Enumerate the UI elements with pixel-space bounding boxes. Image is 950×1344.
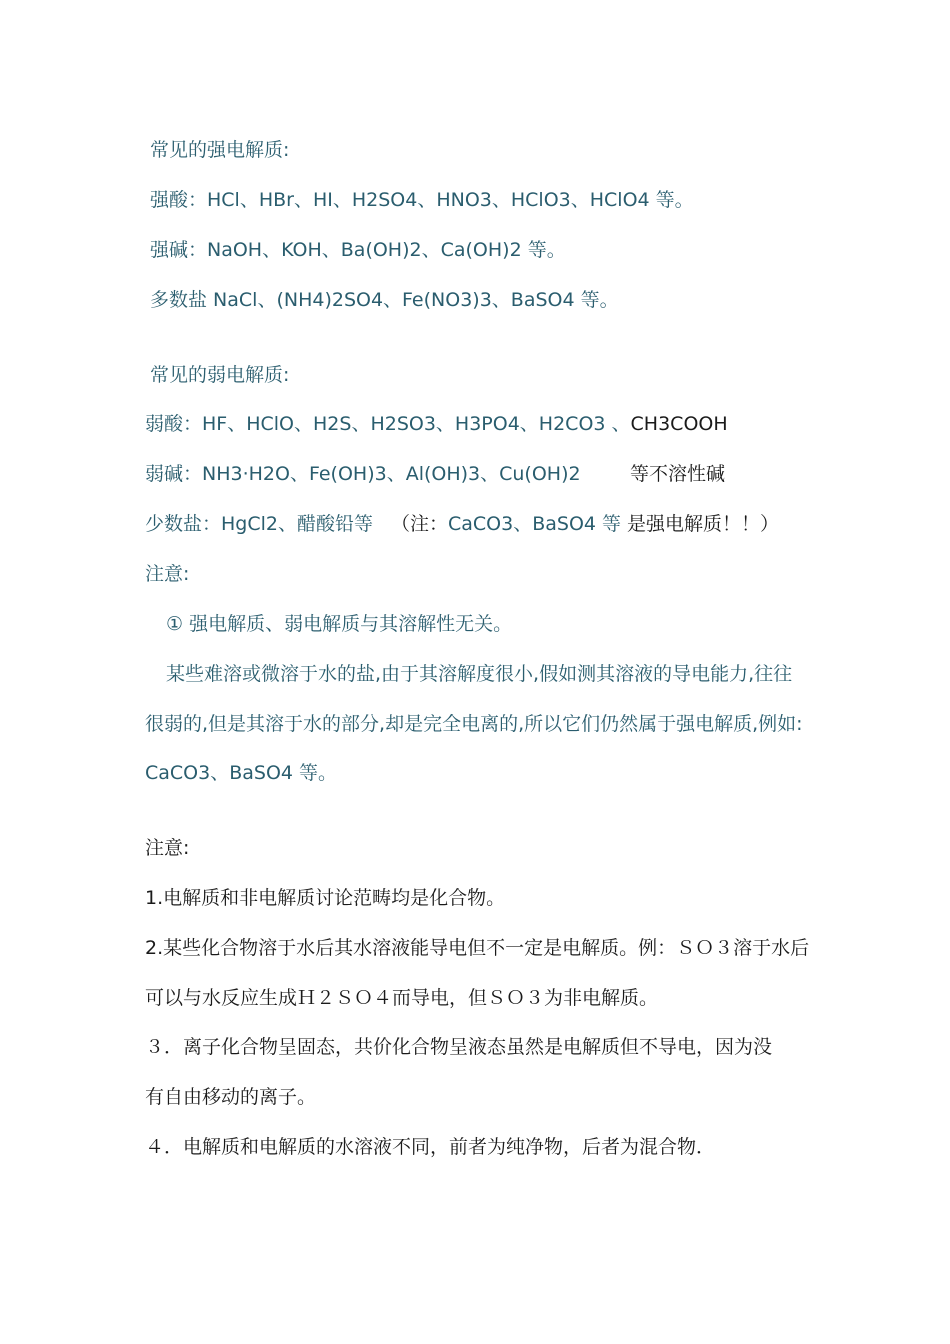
weak-electrolyte-heading: 常见的弱电解质:: [150, 364, 290, 386]
note2-heading: 注意:: [145, 837, 190, 859]
note2-item2-line2: 可以与水反应生成Ｈ２ＳＯ４而导电，但ＳＯ３为非电解质。: [145, 987, 659, 1009]
note2-item3-line2: 有自由移动的离子。: [145, 1086, 317, 1108]
note2-item4: ４．电解质和电解质的水溶液不同，前者为纯净物，后者为混合物．: [145, 1136, 716, 1158]
strong-salt-line: 多数盐 NaCl、(NH4)2SO4、Fe(NO3)3、BaSO4 等。: [150, 289, 619, 311]
strong-electrolyte-heading: 常见的强电解质:: [150, 139, 290, 161]
weak-salt-line: [145, 512, 779, 536]
weak-salt-note-close: 是强电解质！！）: [627, 513, 780, 535]
note1-point: ① 强电解质、弱电解质与其溶解性无关。: [166, 613, 513, 635]
weak-salt-note-open: （注：: [390, 513, 448, 535]
note1-paragraph-line2: 很弱的,但是其溶于水的部分,却是完全电离的,所以它们仍然属于强电解质,例如:: [145, 713, 803, 735]
strong-base-line: 强碱：NaOH、KOH、Ba(OH)2、Ca(OH)2 等。: [150, 239, 566, 261]
note1-paragraph-line3: CaCO3、BaSO4 等。: [145, 762, 338, 784]
note1-heading: 注意:: [145, 563, 190, 585]
note2-item1: 1.电解质和非电解质讨论范畴均是化合物。: [145, 887, 506, 909]
weak-salt-note-mid: CaCO3、BaSO4 等: [448, 513, 622, 535]
note2-item2-line1: 2.某些化合物溶于水后其水溶液能导电但不一定是电解质。例：ＳＯ３溶于水后: [145, 937, 810, 959]
weak-base-label: 弱碱：NH3·H2O、Fe(OH)3、Al(OH)3、Cu(OH)2: [145, 463, 581, 485]
strong-acid-line: 强酸：HCl、HBr、HI、H2SO4、HNO3、HClO3、HClO4 等。: [150, 189, 694, 211]
weak-salt-label: 少数盐：HgCl2、醋酸铅等: [145, 513, 373, 535]
weak-base-tail: 等不溶性碱: [630, 463, 726, 485]
weak-acid-label: 弱酸：HF、HClO、H2S、H2SO3、H3PO4、H2CO3 、: [145, 413, 631, 435]
note1-paragraph-line1: 某些难溶或微溶于水的盐,由于其溶解度很小,假如测其溶液的导电能力,往往: [166, 663, 793, 685]
weak-acid-tail: CH3COOH: [630, 413, 728, 435]
weak-acid-line: [145, 412, 728, 436]
note2-item3-line1: ３．离子化合物呈固态，共价化合物呈液态虽然是电解质但不导电，因为没: [145, 1036, 773, 1058]
